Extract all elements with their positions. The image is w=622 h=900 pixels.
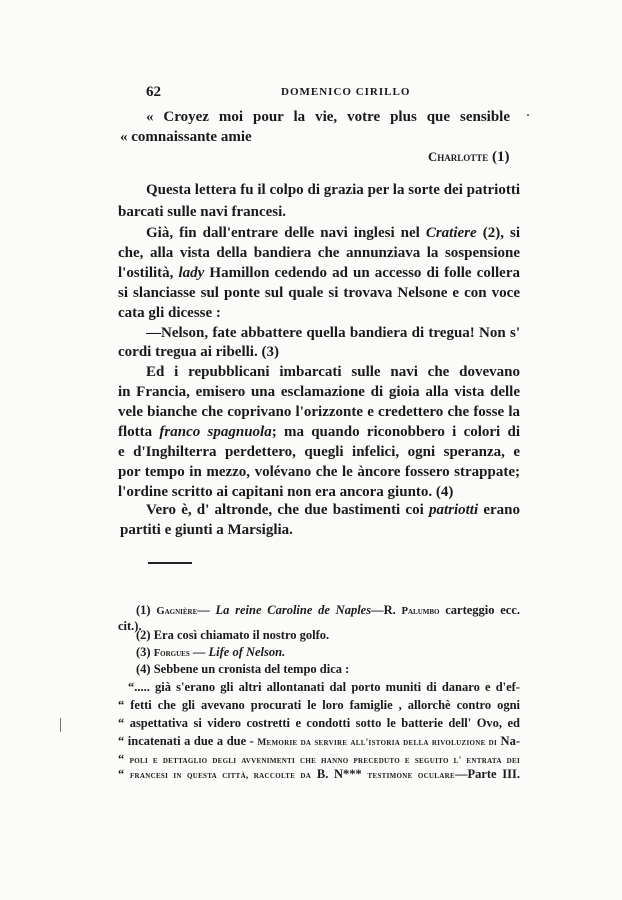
text-run: —Nelson, fate abbattere quella bandiera di tregua! Non s' [146, 325, 520, 341]
footnote-line [136, 626, 329, 644]
body-line [118, 264, 520, 282]
small-caps-text: testimone oculare [367, 771, 455, 781]
body-line [118, 423, 520, 441]
footnote-line [128, 678, 520, 696]
body-line [118, 284, 520, 302]
text-run: barcati sulle navi francesi. [118, 204, 287, 220]
text-run: B. N*** [311, 767, 368, 781]
text-run: por tempo in mezzo, volévano che le àncore fossero strappate; [118, 464, 520, 480]
text-run: l'ostilità, [118, 265, 179, 281]
text-run: (1) [488, 149, 510, 165]
footnote-separator [148, 562, 192, 564]
text-run: —Parte III. [454, 767, 520, 781]
small-caps-text: poli e dettaglio degli avvenimenti che hanno preceduto e seguito l' entrata dei [129, 756, 520, 766]
body-line [146, 224, 520, 242]
text-run: vele bianche che coprivano l'orizzonte e credettero che fosse la [118, 404, 520, 420]
small-caps-text: Gagnière [156, 606, 198, 617]
text-run: cit.). [118, 619, 142, 633]
text-run: e d'Inghilterra perdettero, quegli infelici, ogni speranza, e [118, 444, 520, 460]
scan-speck [60, 718, 61, 732]
body-line [118, 203, 286, 221]
body-line [120, 521, 293, 539]
text-run: partiti e giunti a Marsiglia. [120, 522, 293, 538]
text-run: erano [483, 502, 520, 518]
text-run: (1) [136, 603, 157, 617]
text-run: (3) [136, 645, 154, 659]
text-run: — [189, 645, 209, 659]
italic-text: La reine Caroline de Naples [215, 603, 372, 617]
text-run: Vero è, d' altronde, che due bastimenti coi [146, 502, 429, 518]
body-line [118, 244, 520, 262]
text-run: carteggio ecc. [445, 603, 520, 617]
text-run: “ [118, 752, 130, 766]
text-run: che, alla vista della bandiera che annunziava la sospensione [118, 245, 520, 261]
italic-text: patriotti [428, 502, 479, 518]
text-run: si slanciasse sul ponte sul quale si trovava Nelsone e con voce [118, 285, 520, 301]
body-line [118, 443, 520, 461]
text-run: “ aspettativa si videro costretti e condotti sotto le batterie dell' Ovo, ed [118, 716, 520, 730]
text-run: “..... già s'erano gli altri allontanati dal porto muniti di danaro e d'ef- [128, 680, 520, 694]
text-run: Già, fin dall'entrare delle navi inglesi nel [146, 225, 426, 241]
scan-speck [527, 114, 529, 116]
body-line [146, 324, 520, 342]
small-caps-text: Forgues [153, 648, 190, 659]
body-line [146, 108, 510, 126]
text-run: “ fetti che gli avevano procurati le loro famiglie , allorchè contro ogni [118, 698, 520, 712]
text-run: (2) Era così chiamato il nostro golfo. [136, 628, 330, 642]
italic-text: lady [178, 265, 205, 281]
body-line [146, 181, 520, 199]
text-run: « comnaissante amie [120, 129, 252, 145]
footnote-line [118, 765, 520, 783]
body-line [118, 463, 520, 481]
text-run: Questa lettera fu il colpo di grazia per la sorte dei patriotti [146, 182, 520, 198]
italic-text: franco spagnuola [159, 424, 272, 440]
body-line [428, 148, 509, 166]
small-caps-text: Charlotte [428, 150, 489, 164]
text-run: flotta [118, 424, 160, 440]
text-run: cata gli dicesse : [118, 305, 221, 321]
footnote-line [118, 732, 520, 750]
text-run: —R. [371, 603, 402, 617]
text-run: ; ma quando riconobbero i colori di [271, 424, 520, 440]
text-run: in Francia, emisero una esclamazione di gioia alla vista delle [118, 384, 520, 400]
body-line [146, 501, 520, 519]
body-line [118, 304, 221, 322]
italic-text: Life of Nelson. [208, 645, 286, 659]
footnote-line [136, 660, 349, 678]
italic-text: Cratiere [425, 225, 477, 241]
footnote-line [136, 601, 520, 619]
body-line [118, 383, 520, 401]
text-run: (2), si [482, 225, 520, 241]
footnote-line [118, 714, 520, 732]
small-caps-text: Memorie da servire all'istoria della rivoluzione di [257, 738, 497, 748]
text-run: “ [118, 767, 130, 781]
text-run: l'ordine scritto ai capitani non era ancora giunto. (4) [118, 484, 454, 500]
text-run: cordi tregua ai ribelli. (3) [118, 344, 279, 360]
body-line [118, 403, 520, 421]
running-title: DOMENICO CIRILLO [281, 86, 411, 98]
text-run: (4) Sebbene un cronista del tempo dica : [136, 662, 350, 676]
body-line [120, 128, 252, 146]
page-number: 62 [146, 84, 161, 100]
body-line [118, 343, 279, 361]
text-run: « Croyez moi pour la vie, votre plus que sensible [146, 109, 510, 125]
small-caps-text: francesi in questa città, raccolte da [129, 771, 312, 781]
text-run: Na- [497, 734, 520, 748]
text-run: “ incatenati a due a due - [118, 734, 258, 748]
small-caps-text: Palumbo [401, 606, 440, 617]
body-line [118, 483, 453, 501]
footnote-line [118, 696, 520, 714]
text-run: Hamillon cedendo ad un accesso di folle collera [204, 265, 520, 281]
text-run: Ed i repubblicani imbarcati sulle navi che dovevano [146, 364, 520, 380]
text-run: — [197, 603, 216, 617]
body-line [146, 363, 520, 381]
